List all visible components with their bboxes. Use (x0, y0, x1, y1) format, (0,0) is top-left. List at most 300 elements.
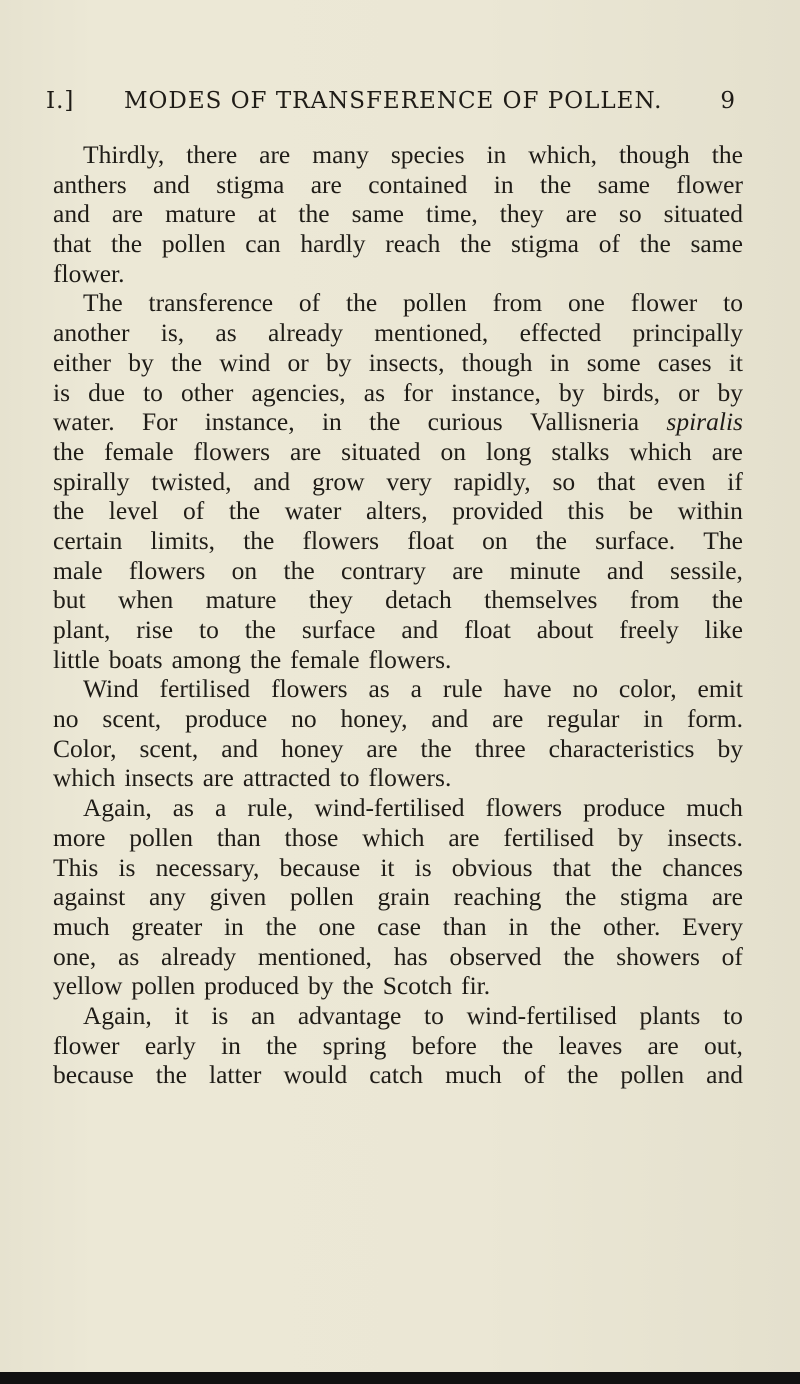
text-line (53, 378, 743, 408)
word: are (111, 199, 144, 229)
word: fertilised (503, 822, 594, 852)
word: plant, (53, 615, 111, 644)
word: are (448, 822, 480, 852)
word: when (118, 585, 174, 615)
word: one (318, 911, 356, 941)
text-line (53, 793, 743, 823)
word: rapidly, (453, 466, 531, 496)
chapter-marker: I.] (46, 88, 75, 114)
word: are (565, 199, 597, 229)
word: which, (528, 140, 597, 169)
word: to (723, 1000, 743, 1030)
text-line (53, 556, 743, 586)
word: because (53, 1060, 134, 1090)
word: already (161, 941, 237, 971)
word: other. (602, 911, 661, 941)
word: or (678, 377, 700, 407)
word: is (211, 1000, 229, 1030)
word: Every (682, 911, 743, 941)
text-line (53, 704, 743, 734)
word: three (474, 733, 526, 763)
word: this (567, 496, 605, 526)
page-bottom-edge (0, 1372, 800, 1384)
text-line (53, 140, 743, 170)
word: the (53, 496, 85, 526)
word: transference (148, 288, 274, 318)
word: to (723, 288, 743, 318)
word: as (215, 318, 237, 348)
word: it (174, 1000, 189, 1030)
word: rise (136, 615, 174, 644)
word: but (53, 585, 86, 615)
word: if (727, 466, 743, 496)
word: they (308, 585, 353, 615)
word: fertilised (159, 674, 251, 704)
word: produce (583, 793, 666, 823)
word: instance, (451, 377, 541, 407)
word: in (223, 911, 244, 941)
word: grain (377, 882, 430, 912)
word: color, (618, 674, 677, 704)
word: the (170, 347, 203, 377)
word: which (629, 436, 692, 466)
text-line (53, 288, 743, 318)
word: same (351, 199, 404, 229)
word: one, (53, 941, 97, 971)
text-line (53, 1031, 743, 1061)
word: from (492, 288, 543, 318)
word: spring (322, 1030, 387, 1060)
word: curious (427, 407, 503, 437)
word: little (53, 644, 100, 674)
word: mentioned, (257, 941, 372, 971)
word: before (411, 1030, 477, 1060)
word: principally (632, 318, 743, 348)
running-header (46, 88, 736, 128)
word: certain (53, 525, 123, 555)
word: much (53, 911, 110, 941)
word: much (686, 793, 743, 823)
word: stigma (510, 229, 579, 259)
word: can (245, 229, 281, 259)
word: is, (160, 318, 185, 348)
text-line (53, 496, 743, 526)
word: and (253, 466, 291, 496)
text-line (53, 229, 743, 259)
word: provided (452, 496, 543, 526)
body-text (53, 140, 743, 1090)
text-line (53, 199, 743, 229)
word: due (88, 377, 125, 407)
word: advantage (297, 1000, 402, 1030)
word: some (586, 347, 641, 377)
word: no (53, 704, 79, 734)
word: characteristics (548, 733, 695, 763)
word: the (342, 971, 374, 1001)
word: is (118, 852, 136, 882)
text-line (53, 467, 743, 497)
word: no (572, 674, 598, 704)
word: insects (124, 763, 194, 793)
word: pollen (131, 971, 196, 1001)
word: to (143, 377, 163, 407)
word: and (431, 704, 469, 734)
word: grow (312, 466, 365, 496)
page-number: 9 (720, 88, 736, 114)
word: latter (208, 1060, 262, 1090)
word: like (704, 615, 743, 644)
word: catch (369, 1060, 424, 1090)
word: flowers (485, 793, 563, 823)
word: by (308, 971, 334, 1001)
word: by (717, 377, 743, 407)
word: one (568, 288, 605, 318)
word: flowers (271, 674, 348, 704)
word: and (606, 555, 644, 585)
word: because (279, 852, 361, 882)
word: showers (616, 941, 700, 971)
word: the (460, 229, 492, 259)
word: early (144, 1030, 196, 1060)
word: spirally (53, 466, 130, 496)
word: other (181, 377, 234, 407)
word: of (721, 941, 743, 971)
word: the (711, 140, 743, 169)
word: flower (676, 169, 743, 199)
text-line (53, 170, 743, 200)
word: the (283, 555, 315, 585)
word: more (53, 822, 106, 852)
word: rule (442, 674, 483, 704)
word: wind-fertilised (314, 793, 465, 823)
word: in (321, 407, 342, 437)
word: among (171, 644, 241, 674)
word: sessile, (669, 555, 743, 585)
word: by (325, 347, 352, 377)
word: wind-fertilised (466, 1000, 617, 1030)
word: Scotch (382, 971, 453, 1001)
word: effected (519, 318, 602, 348)
word: Color, (53, 733, 117, 763)
text-line (53, 823, 743, 853)
word: boats (108, 644, 163, 674)
word: and (221, 733, 259, 763)
text-line (53, 763, 743, 793)
word: mentioned, (374, 318, 489, 348)
text-line (53, 734, 743, 764)
word: stigma (620, 882, 689, 912)
word: mature (165, 199, 236, 229)
word: water (284, 496, 342, 526)
word: The (703, 525, 743, 555)
word: the (563, 941, 595, 971)
word: flowers. (368, 763, 452, 793)
word: float (407, 525, 454, 555)
word: case (377, 911, 421, 941)
word: would (283, 1060, 348, 1090)
word: are (290, 436, 322, 466)
word: the (639, 229, 671, 259)
word: for (403, 377, 433, 407)
word: much (445, 1060, 502, 1090)
word: of (298, 288, 321, 318)
text-line (53, 853, 743, 883)
word: wind (219, 347, 271, 377)
word: insects. (667, 822, 743, 852)
word: to (199, 615, 219, 644)
word: that (597, 466, 636, 496)
word: though (461, 347, 533, 377)
text-line (53, 942, 743, 972)
word: given (209, 882, 267, 912)
word: by (617, 822, 644, 852)
word: and (153, 169, 190, 199)
word: reaching (453, 882, 542, 912)
word: to (424, 1000, 444, 1030)
word: on (231, 555, 258, 585)
word: insects, (368, 347, 445, 377)
word: pollen (129, 822, 193, 852)
word: by (128, 347, 154, 377)
word: of (183, 496, 205, 526)
word: the (502, 1030, 534, 1060)
text-line (53, 348, 743, 378)
word: it (728, 347, 743, 377)
word: an (251, 1000, 276, 1030)
text-line (53, 526, 743, 556)
word: are (259, 140, 291, 169)
word: and (53, 199, 90, 229)
word: instance, (204, 407, 295, 437)
word: very (386, 466, 432, 496)
word: necessary, (155, 852, 260, 882)
word: detach (385, 585, 452, 615)
word: leaves (558, 1030, 623, 1060)
text-line (53, 674, 743, 704)
word: limits, (150, 525, 216, 555)
word: the (244, 615, 276, 644)
word: already (267, 318, 343, 348)
word: same (690, 229, 743, 259)
word: has (393, 941, 428, 971)
word: The (83, 288, 123, 318)
word: contained (368, 169, 468, 199)
word: surface (301, 615, 376, 644)
word: or (287, 347, 309, 377)
word: on (440, 436, 466, 466)
word: as (172, 793, 194, 823)
word: produce (185, 704, 268, 734)
word: in (549, 347, 570, 377)
word: are (202, 763, 234, 793)
word: pollen (620, 1060, 685, 1090)
text-line (53, 407, 743, 437)
word: same (597, 169, 650, 199)
word: those (284, 822, 339, 852)
word: out, (703, 1030, 743, 1060)
word: either (53, 347, 112, 377)
word: flowers (302, 525, 380, 555)
word: are (492, 704, 524, 734)
word: are (647, 1030, 679, 1060)
word: than (442, 911, 487, 941)
word: is (53, 377, 71, 407)
word: a (410, 674, 422, 704)
word: the (420, 733, 452, 763)
word: so (618, 199, 642, 229)
word: the (535, 525, 567, 555)
word: are (366, 733, 398, 763)
word: stigma (216, 169, 285, 199)
word: are (310, 169, 342, 199)
word: anthers (53, 169, 127, 199)
word: female (104, 436, 174, 466)
word: fir. (461, 971, 491, 1001)
word: the (567, 1060, 599, 1090)
word: and (401, 615, 439, 644)
word: produced (204, 971, 300, 1001)
word: the (243, 525, 275, 555)
word: situated (341, 436, 421, 466)
word: flowers (193, 436, 271, 466)
word: they (499, 199, 544, 229)
word: water. (53, 407, 115, 437)
word: no (291, 704, 317, 734)
word: which (53, 763, 116, 793)
word: time, (426, 199, 478, 229)
word: mature (205, 585, 277, 615)
word: contrary (340, 555, 426, 585)
word: about (536, 615, 594, 644)
word: as (368, 674, 390, 704)
word: are (711, 882, 743, 912)
word: plants (639, 1000, 701, 1030)
word: Vallisneria (530, 407, 640, 437)
text-line (53, 882, 743, 912)
word: though (618, 140, 690, 169)
word: flower (630, 288, 698, 318)
word: For (141, 407, 178, 437)
word: that (53, 229, 92, 259)
word: the (298, 199, 330, 229)
word: regular (547, 704, 620, 734)
word: the (266, 1030, 298, 1060)
word: attracted (242, 763, 331, 793)
word: the (265, 911, 297, 941)
word: male (53, 555, 103, 585)
word: Wind (83, 674, 139, 704)
word: scent, (102, 704, 162, 734)
word: the (249, 644, 282, 674)
word: reach (385, 229, 441, 259)
word: greater (131, 911, 203, 941)
word: chances (662, 852, 743, 882)
text-line (53, 318, 743, 348)
word: rule, (247, 793, 294, 823)
text-line (53, 645, 743, 675)
word: pollen (161, 229, 226, 259)
word: as (118, 941, 140, 971)
word: level (108, 496, 159, 526)
word: honey, (340, 704, 408, 734)
text-line (53, 585, 743, 615)
word: which (362, 822, 425, 852)
word: the (550, 911, 582, 941)
word: agencies, (251, 377, 346, 407)
word: have (503, 674, 552, 704)
word: freely (619, 615, 679, 644)
word: female (290, 644, 360, 674)
text-line (53, 259, 743, 289)
word: surface. (595, 525, 676, 555)
word: birds, (602, 377, 661, 407)
word: by (559, 377, 585, 407)
word: pollen (403, 288, 467, 318)
word: honey (281, 733, 344, 763)
word: the (610, 852, 643, 882)
text-line (53, 912, 743, 942)
word: to (339, 763, 360, 793)
word: alters, (365, 496, 428, 526)
word: as (363, 377, 386, 407)
word: flower (53, 1030, 120, 1060)
word: by (717, 733, 743, 763)
word: there (186, 140, 238, 169)
text-line (53, 1001, 743, 1031)
word: in (493, 169, 514, 199)
word: the (228, 496, 261, 526)
word: flowers (128, 555, 206, 585)
word: flowers. (368, 644, 452, 674)
word: within (677, 496, 743, 526)
word: and (706, 1060, 743, 1090)
text-line (53, 971, 743, 1001)
word: on (482, 525, 508, 555)
word: yellow (53, 971, 123, 1001)
word: observed (449, 941, 542, 971)
word: so (552, 466, 576, 496)
running-title: MODES OF TRANSFERENCE OF POLLEN. (124, 88, 663, 114)
word: the (711, 585, 743, 615)
word: of (598, 229, 620, 259)
word: cases (657, 347, 712, 377)
word: a (215, 793, 227, 823)
word: scent, (139, 733, 199, 763)
text-line (53, 615, 743, 645)
text-line (53, 1060, 743, 1090)
word: the (565, 882, 597, 912)
word: of (523, 1060, 546, 1090)
word: Thirdly, (83, 140, 165, 169)
word: is (414, 852, 432, 882)
word: stalks (551, 436, 610, 466)
word: the (155, 1060, 187, 1090)
word: it (380, 852, 395, 882)
word: minute (509, 555, 581, 585)
word: any (148, 882, 186, 912)
word: obvious (451, 852, 533, 882)
word: in (508, 911, 529, 941)
word: themselves (484, 585, 598, 615)
word: float (464, 615, 511, 644)
word: against (53, 882, 126, 912)
word: twisted, (151, 466, 232, 496)
word: This (53, 852, 99, 882)
word: that (552, 852, 591, 882)
word: hardly (300, 229, 366, 259)
word: situated (663, 199, 743, 229)
word: long (485, 436, 532, 466)
